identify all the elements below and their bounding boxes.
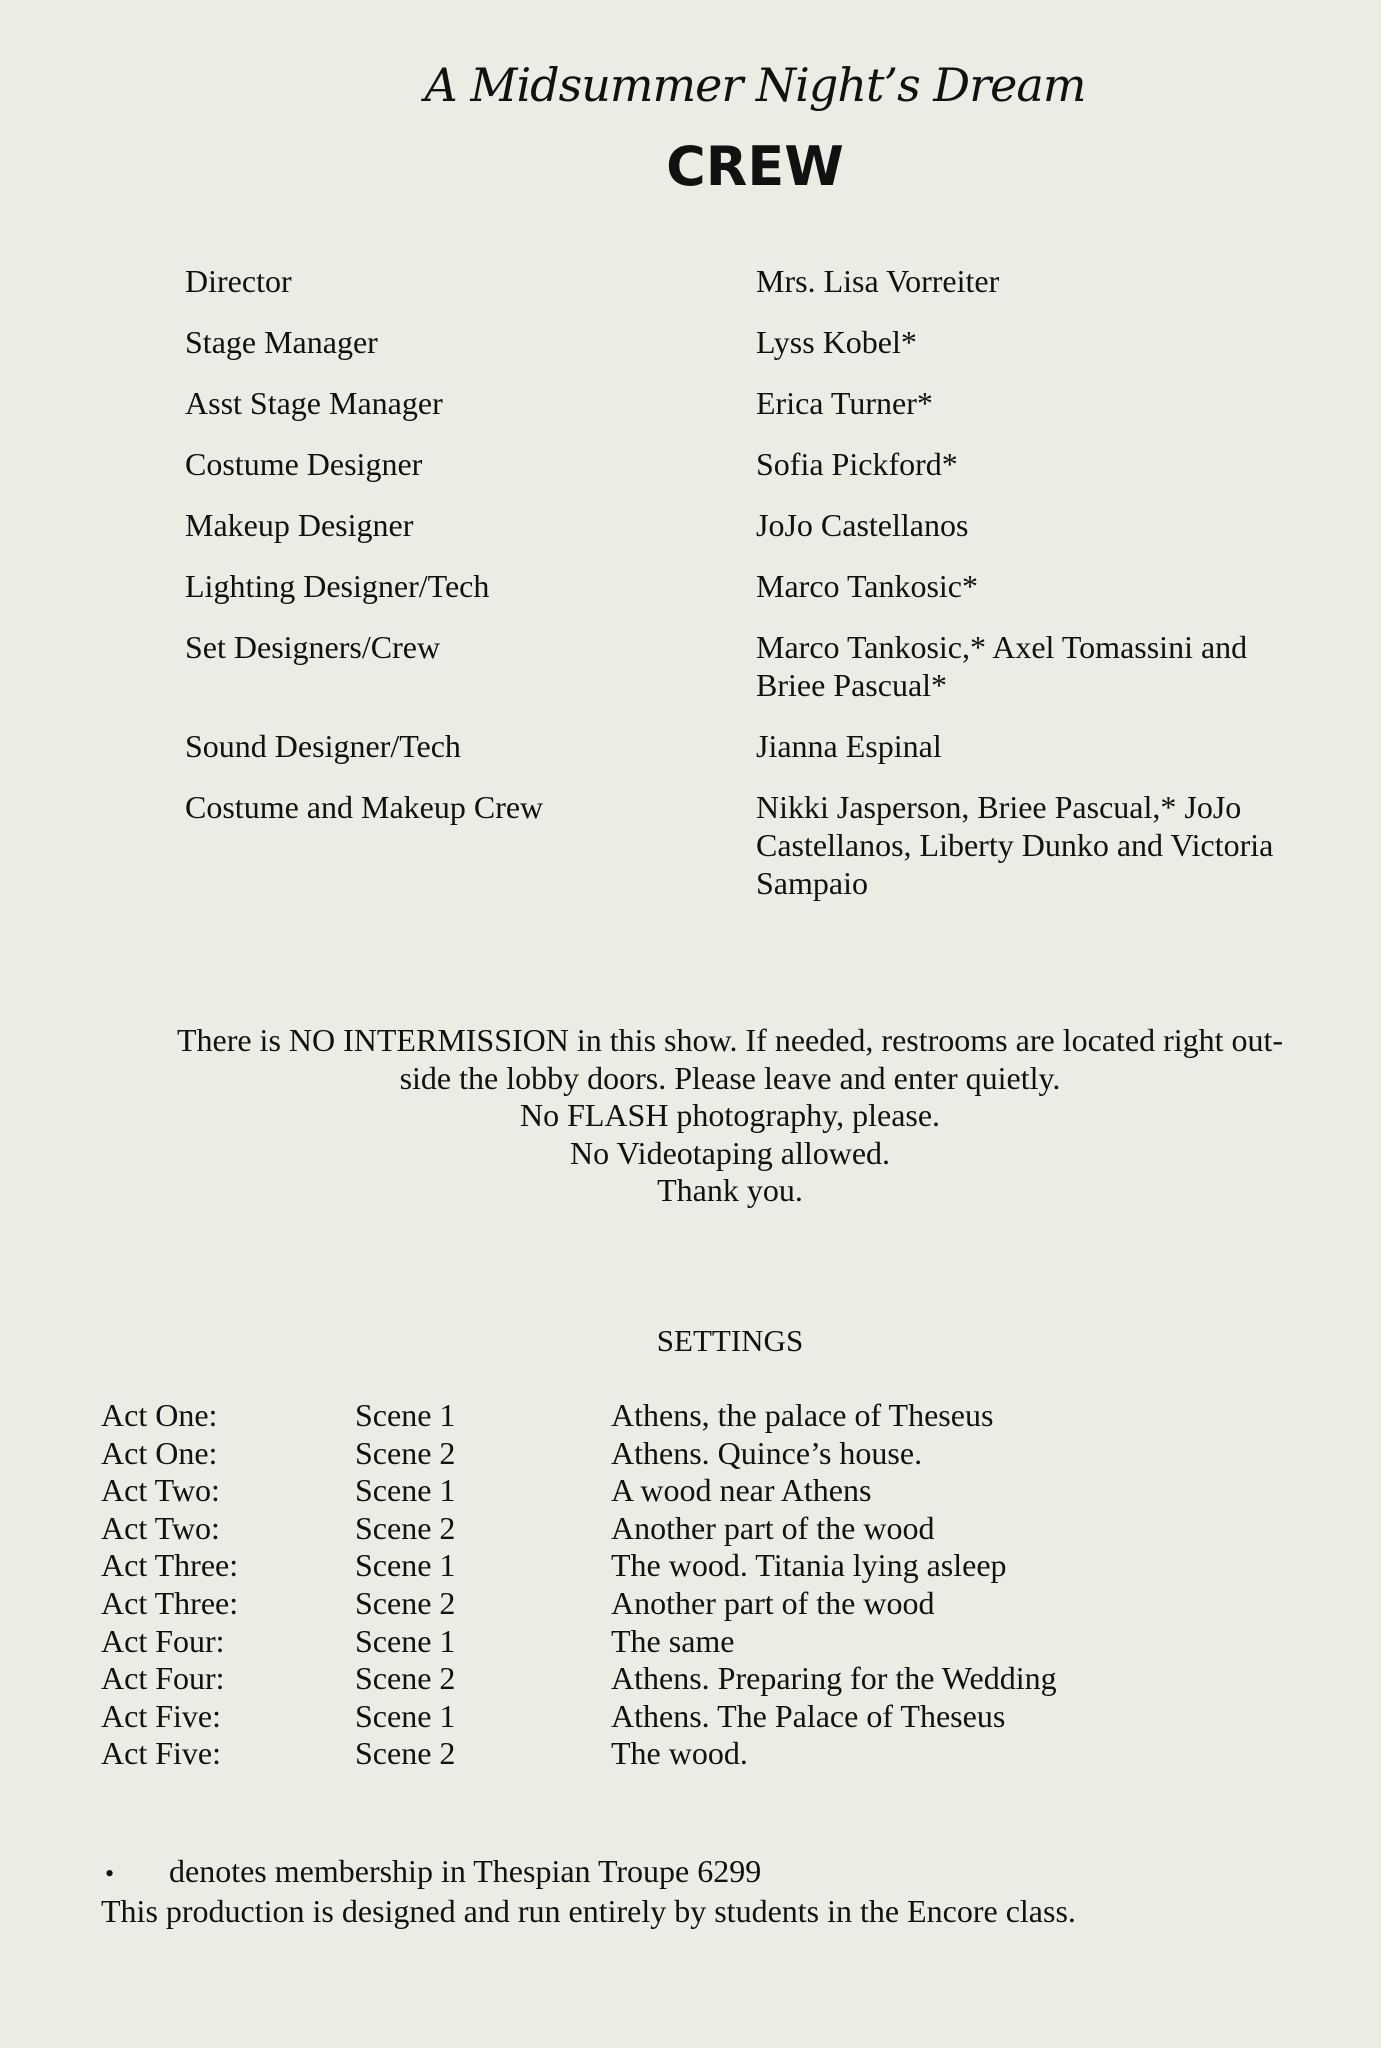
crew-name: JoJo Castellanos [756, 507, 969, 543]
settings-place: Athens, the palace of Theseus [611, 1397, 994, 1433]
crew-row [185, 788, 1315, 902]
settings-act: Act Five: [101, 1697, 221, 1734]
settings-place: Another part of the wood [611, 1584, 935, 1621]
footnote-bullet-text: denotes membership in Thespian Troupe 6299 [169, 1853, 762, 1889]
settings-row [101, 1547, 1301, 1585]
crew-row [185, 567, 1315, 605]
notice-line: side the lobby doors. Please leave and enter quietly. [399, 1059, 1061, 1096]
settings-row [101, 1510, 1301, 1548]
crew-name: Lyss Kobel* [756, 324, 917, 360]
crew-role: Stage Manager [185, 324, 378, 360]
settings-act: Act One: [101, 1434, 218, 1471]
crew-role: Set Designers/Crew [185, 629, 441, 665]
settings-act: Act Five: [101, 1735, 221, 1772]
crew-row [185, 727, 1315, 765]
crew-name: Nikki Jasperson, Briee Pascual,* JoJo Castellanos, Liberty Dunko and Victoria Sampaio [756, 789, 1274, 901]
settings-table [101, 1397, 1301, 1773]
crew-role: Costume Designer [185, 446, 423, 482]
crew-role: Costume and Makeup Crew [185, 789, 544, 825]
settings-row [101, 1472, 1301, 1510]
crew-row [185, 506, 1315, 544]
crew-role: Sound Designer/Tech [185, 728, 461, 764]
settings-scene: Scene 1 [355, 1472, 456, 1509]
settings-act: Act Two: [101, 1472, 220, 1509]
crew-name: Marco Tankosic* [756, 568, 978, 604]
settings-act: Act Three: [101, 1584, 239, 1621]
settings-row [101, 1698, 1301, 1736]
settings-place: Athens. The Palace of Theseus [611, 1697, 1006, 1734]
settings-place: Another part of the wood [611, 1509, 935, 1546]
crew-name: Erica Turner* [756, 385, 933, 421]
footnote [101, 1853, 1351, 1930]
crew-role: Asst Stage Manager [185, 385, 443, 421]
settings-place: Athens. Quince’s house. [611, 1434, 923, 1471]
settings-row [101, 1660, 1301, 1698]
settings-scene: Scene 2 [355, 1584, 456, 1621]
footnote-line: This production is designed and run entirely by students in the Encore class. [101, 1892, 1076, 1929]
settings-place: Athens. Preparing for the Wedding [611, 1660, 1057, 1697]
settings-scene: Scene 1 [355, 1547, 456, 1584]
settings-row [101, 1623, 1301, 1661]
notice-line: There is NO INTERMISSION in this show. If needed, restrooms are located right out- [176, 1022, 1284, 1058]
crew-heading: CREW [666, 135, 844, 198]
settings-scene: Scene 2 [355, 1434, 456, 1471]
settings-scene: Scene 2 [355, 1509, 456, 1546]
settings-row [101, 1735, 1301, 1773]
bullet-icon: • [105, 1859, 115, 1888]
settings-scene: Scene 2 [355, 1735, 456, 1772]
settings-place: The same [611, 1622, 735, 1659]
crew-row [185, 445, 1315, 483]
settings-scene: Scene 1 [355, 1697, 456, 1734]
settings-row [101, 1585, 1301, 1623]
settings-heading: SETTINGS [656, 1323, 804, 1358]
crew-name: Jianna Espinal [756, 728, 942, 764]
notice-line: No FLASH photography, please. [519, 1097, 941, 1133]
crew-role: Makeup Designer [185, 507, 414, 543]
crew-name: Sofia Pickford* [756, 446, 958, 482]
notice-line: Thank you. [657, 1172, 803, 1208]
settings-place: The wood. [611, 1735, 748, 1772]
crew-row [185, 323, 1315, 361]
crew-row [185, 384, 1315, 422]
settings-scene: Scene 1 [355, 1397, 456, 1433]
settings-act: Act Three: [101, 1547, 239, 1584]
crew-role: Lighting Designer/Tech [185, 568, 490, 604]
settings-row [101, 1435, 1301, 1473]
crew-name: Marco Tankosic,* Axel Tomassini and Briee Pascual* [756, 629, 1248, 703]
crew-list [185, 262, 1315, 925]
settings-act: Act Four: [101, 1660, 225, 1697]
settings-act: Act One: [101, 1397, 218, 1433]
settings-act: Act Two: [101, 1509, 220, 1546]
settings-scene: Scene 2 [355, 1660, 456, 1697]
settings-scene: Scene 1 [355, 1622, 456, 1659]
settings-place: The wood. Titania lying asleep [611, 1547, 1007, 1584]
page-title: A Midsummer Night’s Dream [424, 58, 1086, 112]
show-notice [90, 1022, 1370, 1210]
crew-role: Director [185, 263, 292, 299]
footnote-bullet-line [101, 1853, 1351, 1893]
settings-act: Act Four: [101, 1622, 225, 1659]
notice-line: No Videotaping allowed. [569, 1134, 891, 1171]
settings-row [101, 1397, 1301, 1435]
crew-name: Mrs. Lisa Vorreiter [756, 263, 1000, 299]
crew-row [185, 262, 1315, 300]
crew-row [185, 628, 1315, 704]
settings-place: A wood near Athens [611, 1472, 872, 1509]
